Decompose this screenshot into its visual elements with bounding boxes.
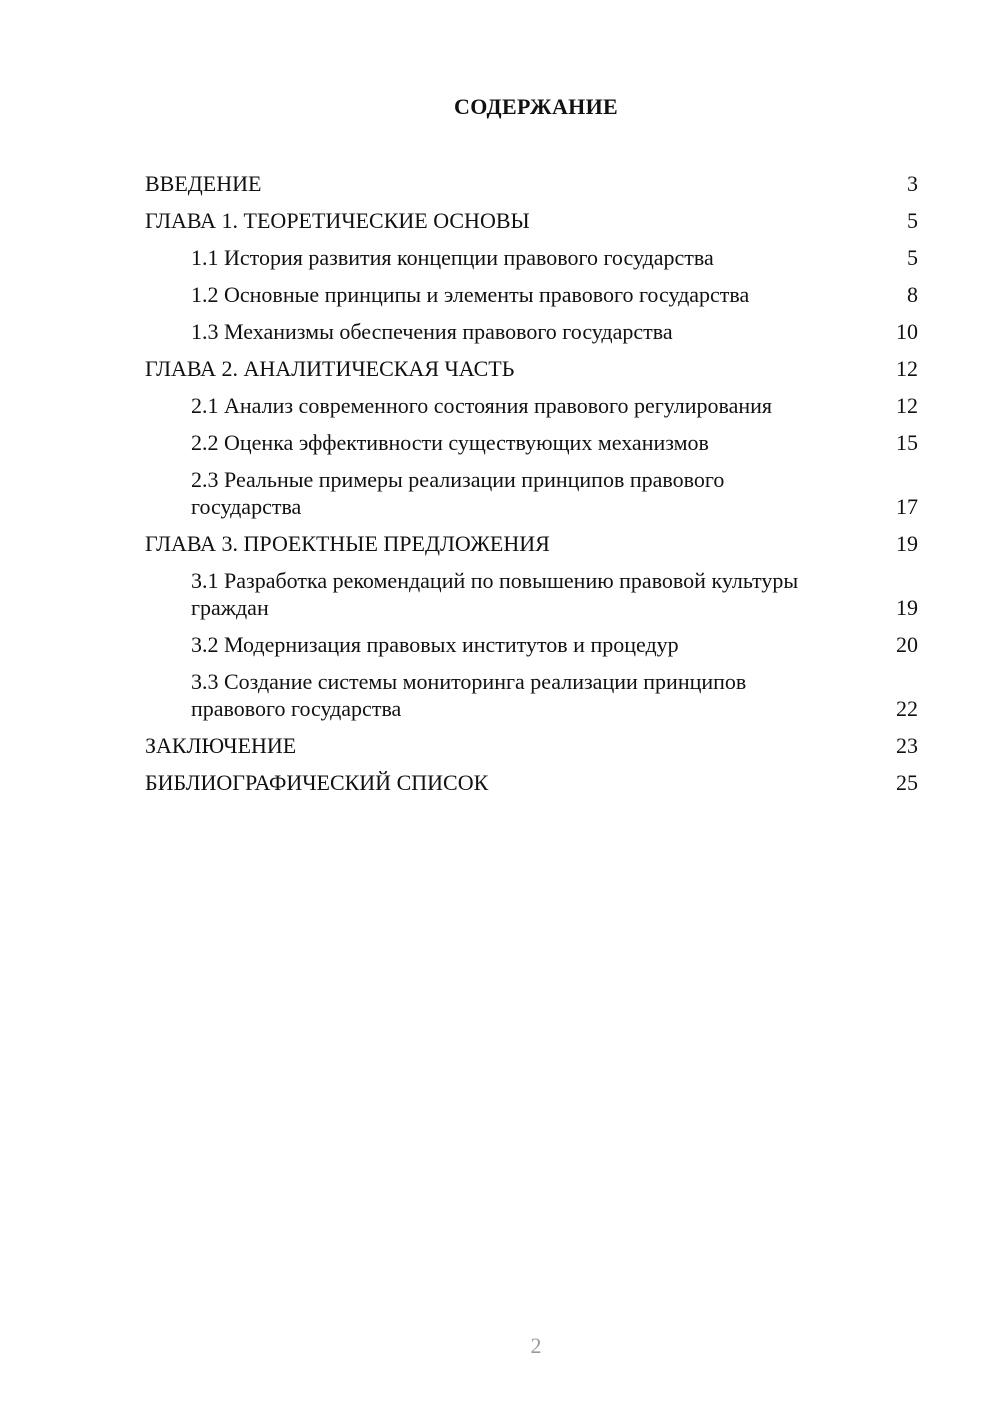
toc-entry-section-3-2[interactable] xyxy=(145,631,918,658)
toc-entry-title: ГЛАВА 3. ПРОЕКТНЫЕ ПРЕДЛОЖЕНИЯ xyxy=(145,531,550,556)
toc-entry-page: 12 xyxy=(896,356,918,381)
toc-entry-page: 5 xyxy=(907,245,918,270)
toc-entry-chapter-1[interactable] xyxy=(145,207,918,234)
toc-entry-title: 3.2 Модернизация правовых институтов и процедур xyxy=(191,632,679,657)
toc-entry-section-3-3[interactable] xyxy=(145,668,918,722)
toc-entry-title: 2.2 Оценка эффективности существующих механизмов xyxy=(191,430,709,455)
toc-entry-section-1-1[interactable] xyxy=(145,244,918,271)
toc-entry-title: 3.1 Разработка рекомендаций по повышению правовой культуры граждан xyxy=(191,568,799,620)
toc-entry-section-2-1[interactable] xyxy=(145,392,918,419)
page-number: 2 xyxy=(530,1333,542,1358)
toc-entry-conclusion[interactable] xyxy=(145,732,918,759)
toc-entry-title: ГЛАВА 2. АНАЛИТИЧЕСКАЯ ЧАСТЬ xyxy=(145,356,515,381)
toc-entry-title: 1.1 История развития концепции правового государства xyxy=(191,245,714,270)
toc-entry-page: 23 xyxy=(896,733,918,758)
toc-entry-section-1-3[interactable] xyxy=(145,318,918,345)
toc-entry-page: 12 xyxy=(896,393,918,418)
toc-entry-title: 2.3 Реальные примеры реализации принципов правового государства xyxy=(191,467,725,519)
toc-entry-page: 22 xyxy=(896,696,918,721)
toc-entry-page: 3 xyxy=(907,171,918,196)
toc-entry-title: 3.3 Создание системы мониторинга реализации принципов правового государства xyxy=(191,669,747,721)
toc-entry-introduction[interactable] xyxy=(145,170,918,197)
toc-entry-chapter-2[interactable] xyxy=(145,355,918,382)
toc-entry-page: 10 xyxy=(896,319,918,344)
toc-entry-title: ГЛАВА 1. ТЕОРЕТИЧЕСКИЕ ОСНОВЫ xyxy=(145,208,530,233)
toc-entry-bibliography[interactable] xyxy=(145,769,918,796)
toc-entry-title: 1.3 Механизмы обеспечения правового государства xyxy=(191,319,673,344)
toc-entry-section-1-2[interactable] xyxy=(145,281,918,308)
toc-entry-page: 17 xyxy=(896,494,918,519)
toc-entry-section-2-3[interactable] xyxy=(145,466,918,520)
toc-entry-title: БИБЛИОГРАФИЧЕСКИЙ СПИСОК xyxy=(145,770,489,795)
toc-entry-page: 19 xyxy=(896,531,918,556)
toc-entry-title: ВВЕДЕНИЕ xyxy=(145,171,262,196)
toc-entry-page: 20 xyxy=(896,632,918,657)
toc-entry-page: 8 xyxy=(907,282,918,307)
page-title: СОДЕРЖАНИЕ xyxy=(454,94,618,119)
toc-entry-section-3-1[interactable] xyxy=(145,567,918,621)
toc-entry-page: 19 xyxy=(896,595,918,620)
toc-entry-section-2-2[interactable] xyxy=(145,429,918,456)
toc-entry-page: 25 xyxy=(896,770,918,795)
table-of-contents xyxy=(145,170,918,806)
toc-entry-page: 15 xyxy=(896,430,918,455)
toc-entry-chapter-3[interactable] xyxy=(145,530,918,557)
toc-entry-page: 5 xyxy=(907,208,918,233)
toc-entry-title: 2.1 Анализ современного состояния правового регулирования xyxy=(191,393,773,418)
toc-entry-title: 1.2 Основные принципы и элементы правового государства xyxy=(191,282,750,307)
toc-entry-title: ЗАКЛЮЧЕНИЕ xyxy=(145,733,297,758)
